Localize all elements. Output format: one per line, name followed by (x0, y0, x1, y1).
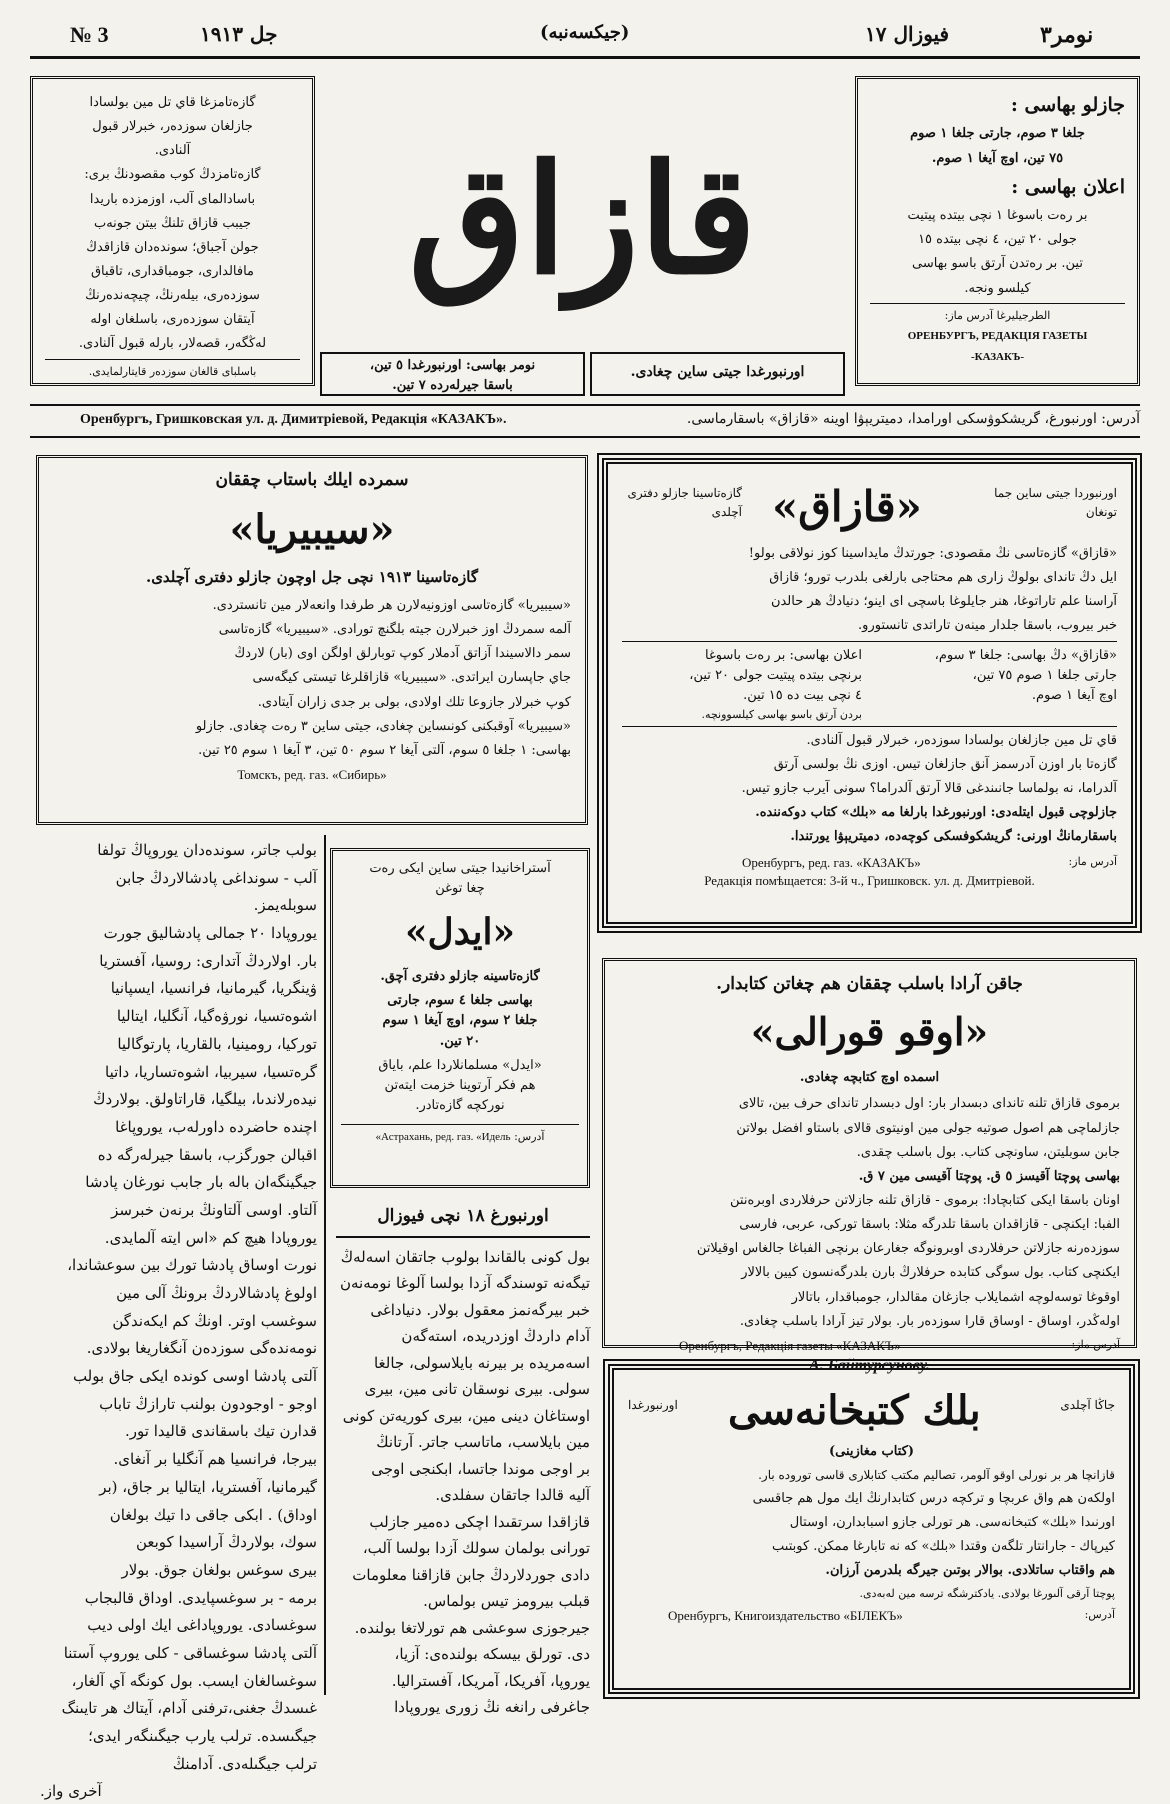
masthead-title: قازاق (408, 132, 757, 308)
ad-price-line: تين. بر رەتدن آرتق باسو بهاسى (912, 256, 1083, 272)
okuu-line: ايكنچى كتاب. بول سوگى كتابدە حرفلارڭ بارن بلدرگەنسون كيين بالالار (741, 1265, 1120, 1281)
idel-subtitle: گازەتاسينە جازلو دفترى آچق. (380, 969, 540, 985)
editorial-line: جيرجوزى سوعشى هم تورلاتغا بولندە. (354, 1618, 590, 1637)
article-line: آلب - سونداغى پادشالاردڭ جابن (115, 868, 317, 887)
sibir-line: كوپ خبرلار جازوعا تلك اولادى، بولى بر جدى زاران آيتادى. (257, 694, 571, 710)
idel-address-row (341, 1124, 579, 1146)
subscription-title: جازلو بهاسى : (1010, 94, 1125, 116)
left-notice-line: گازەتامزدڭ كوب مقصودنڭ برى: (84, 167, 261, 183)
idel-line: ٢٠ تين. (439, 1033, 481, 1049)
idel-top: چغا توغن (435, 881, 485, 897)
address-label: الطرجيليرغا آدرس ماز: (870, 303, 1125, 324)
idel-address-ru: Астрахань, ред. газ. «Идель» (375, 1131, 511, 1144)
address-bar (30, 408, 1140, 434)
article-line: بيرى سوغس بولغان جوق. بولار (121, 1560, 317, 1579)
kazak-price-left (862, 646, 1117, 706)
okuu-address-row (619, 1336, 1120, 1354)
sibir-address: Томскъ, ред. газ. «Сибирь» (237, 766, 387, 782)
left-notice-line: مافالدارى، جومباقدارى، تاقباق (90, 263, 255, 279)
kazak-line: «قازاق» گازەتاسى نڭ مقصودى: جورتدڭ مايداسينا كوز نولاقى بولو! (748, 546, 1117, 561)
sibir-subtitle: گازەتاسينا ١٩١٣ نچى جل اوچون جازلو دفترى آچلدى. (145, 567, 479, 586)
right-notice (855, 76, 1140, 386)
bilek-address-row (628, 1606, 1115, 1624)
bilek-side-left: جاڭا آچلدى (1060, 1398, 1115, 1412)
weekday: (جيكسەنبە) (540, 22, 630, 43)
article-line: جيگينگەان بالە بار جابب نورغان پادشا (85, 1173, 317, 1192)
kazak-price-line: اوچ آيغا ١ صوم. (1031, 687, 1117, 703)
editorial-line: قازاقدا سرتقىدا اچكى دەمير جازلب (369, 1512, 590, 1531)
editorial-line: جاغرفى رانغە نڭ زورى يوروپادا (394, 1698, 590, 1716)
ad-price-title: اعلان بهاسى : (1011, 175, 1125, 198)
bilek-line: كيرپاك - جارانتار تلگەن وقتدا «بلك» كە نە تابارغا ممكن. كوبتىب (772, 1539, 1115, 1555)
left-notice-line: باسادالماى آلب، اوزمزدە باريدا (89, 191, 256, 207)
idel-line: «ايدل» مسلمانلاردا علم، باياق (378, 1057, 542, 1073)
kazak-line2: باسقارمانڭ اورنى: گريشكوفسكى كوچەدە، دميتريېۋا يورتندا. (790, 829, 1117, 845)
article-line: غىسدڭ جغنى،ترفنى آدام، آيتاك هر تايىنگ (61, 1699, 317, 1718)
issue-price-box (320, 352, 585, 396)
okuu-signature: А. Байтурсунову. (809, 1356, 930, 1374)
article-line: نومەندەگى سوزدەن آنگغاريغا بولادى. (86, 1339, 317, 1358)
okuu-ad (602, 958, 1137, 1374)
editorial-line: اوستاغان دينى مين، بيرى كوريەتن كونى (342, 1406, 590, 1425)
dateline (30, 18, 1140, 54)
bilek-subtitle: (كتاب مغازينى) (829, 1444, 914, 1459)
kazak-line2: قاي تل مين جازلغان بولسادا سوزدەر، خبرلار قبول آلنادى. (806, 732, 1117, 748)
issue-number-right: نومر٣ (1040, 22, 1094, 48)
editorial-line: خبر بيرگەنمز معقول بولار. دنياداغى (370, 1300, 590, 1319)
bilek-line: اورنىدا «بلك» كتبخانەسى. هر تورلى جازو اسبابدارن، اوستال (789, 1514, 1115, 1530)
okuu-address-label: آدرس ماز: (1071, 1337, 1120, 1351)
bilek-line: پوچتا آرقى آلىورغا بولادى. يادكترشگە ترسە مين لەبەدى. (859, 1587, 1115, 1601)
address-rule-bottom (30, 436, 1140, 438)
kazak-price-right (622, 646, 862, 723)
article-line: اشوەتسيا، نورۋەگيا، آنگليا، ايتاليا (116, 1007, 317, 1026)
editorial-line: بر اوجى موندا جاتسا، ابكنجى اوجى (371, 1459, 590, 1478)
article-line: آلتى پادشا اوسى كوندە ايكى جاق بولب (72, 1367, 317, 1386)
okuu-title: «اوقو قورالى» (750, 1009, 989, 1055)
idel-title: «ايدل» (404, 911, 516, 954)
kazak-address-ru: Оренбургъ, ред. газ. «КАЗАКЪ» (742, 855, 921, 871)
article-line: برمە - بر سوغسپايدى. اوداق قالبجاب (84, 1588, 317, 1607)
left-notice-line: جيبب قازاق تلنڭ بيتن جونەب (93, 215, 252, 231)
editorial-line: دى. تورلق بيسكە بولندەى: آزيا، (394, 1645, 590, 1663)
okuu-line: جابن سوبليتن، ساونچى كتاب. بول باسلب چقدى. (856, 1144, 1120, 1160)
article-line: ترلب جيگىلەدى. آدامنڭ (172, 1754, 317, 1773)
idel-address-label: آدرس: (514, 1130, 545, 1144)
kazak-left-note: اورنبوردا جيتى ساين جما تونغان (994, 486, 1117, 519)
bilek-line: قازانچا هر بر نورلى اوقو آلومر، تصاليم مكتب كتابلارى قاسى تورودە بار. (758, 1468, 1115, 1483)
idel-line: نوركچە گازەتادر. (415, 1097, 505, 1113)
kazak-address-label: آدرس ماز: (1068, 855, 1117, 869)
sibir-line: «سيبيريا» آوقبكنى كونىساين چغادى، جيتى ساين ٣ رەت چغادى. جازلو (195, 718, 571, 734)
subscription-line: ٧٥ تين، اوچ آيغا ١ صوم. (931, 150, 1064, 166)
issue-price-line: باسقا جيرلەردە ٧ تين. (392, 378, 513, 394)
article-line: يوروپادا هيچ كم «اس ايتە آلمايدى. (104, 1228, 317, 1247)
article-line: اوجو - اوجودون بولنب تارازڭ تاباب (99, 1394, 317, 1413)
issue-number-left: № 3 (70, 22, 109, 47)
weekly-text: اورنبورغدا جيتى ساين چغادى. (630, 364, 805, 380)
sibir-line: بهاسى: ١ جلغا ٥ سوم، آلتى آيغا ٢ سوم ٥٠ تين، ٣ آيغا ١ سوم ٢٥ تين. (198, 742, 571, 758)
kazak-right-note: گازەتاسينا جازلو دفترى آچلدى (627, 486, 742, 519)
kazak-price-line: ٤ نچى بيت دە ١٥ تين. (743, 687, 862, 703)
article-line: آلتاو. اوسى آلتاونڭ برنەن خبرسز (111, 1200, 317, 1219)
left-notice-footer: باسلباى قالغان سوزدەر قايتارلمايدى. (45, 359, 300, 380)
sibir-line: «سيبيريا» گازەتاسى اوزونيەلارن هر طرفدا وانعەلار مين تانستردى. (212, 598, 571, 613)
article-line: نيدەرلاندىا، بيلگيا، قاراتاولق. بولاردڭ (93, 1090, 317, 1109)
idel-line: بهاسى جلغا ٤ سوم، جارتى (387, 993, 533, 1009)
bilek-title: بلك كتبخانەسى (728, 1387, 981, 1434)
editorial-line: تيگەنە توسندگە آزدا بولسا آلوغا نومەنەن (340, 1274, 590, 1292)
article-line: سوبلەيمز. (253, 896, 317, 915)
kazak-line2: گازەتا بار اوزن آدرسمز آنق جازلغان تيس. اوزى نڭ بولسى آرتق (773, 756, 1117, 772)
kazak-line2: جازلوچى قبول ايتلەدى: اورنبورغدا بارلغا مە «بلك» كتاب دوكەننده. (755, 804, 1117, 820)
article-line: سوك، بولاردڭ آراسيدا كوبعن (135, 1533, 317, 1552)
sibir-title: «سيبيريا» (229, 505, 395, 553)
article-line: بولب جاتر، سوندەدان يوروپاڭ تولفا (97, 841, 317, 859)
okuu-subtitle: اسمدە اوچ كتابچە چغادى. (799, 1070, 940, 1086)
okuu-line: بهاسى پوچتا آقيسز ٥ ق. پوچتا آقيسى مين ٧ ق. (858, 1168, 1120, 1184)
okuu-address-ru: Оренбургъ, Редакція газеты «КАЗАКЪ» (679, 1337, 901, 1353)
subscription-line: جلغا ٣ صوم، جارتى جلغا ١ صوم (910, 126, 1085, 142)
address-ru: ОРЕНБУРГЪ, РЕДАКЦІЯ ГАЗЕТЫ (907, 329, 1088, 342)
left-notice (30, 76, 315, 386)
idel-line: جلغا ٢ سوم، اوچ آيغا ١ سوم (382, 1013, 538, 1029)
article-line: اولوغ پادشالاردڭ برونڭ آلى مين (116, 1284, 317, 1302)
article-line: جيگىسدە. ترلب يارب جيگىنگەر ايدى؛ (88, 1727, 317, 1745)
address-bar-ru: Оренбургъ, Гришковская ул. д. Димитріевой, Редакція «КАЗАКЪ». (80, 412, 507, 427)
editorial-line: اسەمريدە بر بيرنە بايلاسولى، جالغا (373, 1353, 590, 1372)
editorial-line: تورانى بولمان سولك آزدا بولسا آلب، (362, 1539, 590, 1557)
column-divider (324, 835, 326, 1695)
kazak-line: آراسنا علم تاراتوغا، هنر جايلوغا باسچى اى اينو؛ دنيادڭ هر حالدن (770, 594, 1117, 610)
article-line: آخرى واز. (40, 1782, 102, 1801)
article-line: گيرمانيا، آفستريا، ايتاليا بر جاق، (بر (99, 1477, 317, 1496)
bilek-side-right: اورنبورغدا (628, 1398, 678, 1412)
article-line: نورت اوساق پادشا تورك بين سوعشاندا، (67, 1256, 317, 1275)
okuu-line: برموى قازاق تلنە تاندای دبسدار بار: اول دبسدار تاندای حرف بين، تالاى (738, 1096, 1120, 1112)
editorial-line: قبلب بيرومز تيس بولماس. (423, 1592, 590, 1610)
article-line: توركيا، رومينيا، بالقاريا، پارتوگاليا (117, 1034, 317, 1053)
article-line: اوداق) . ابكى جاقى دا تيك بولغان (109, 1505, 317, 1524)
sibir-top: سمردە ايلك باستاب چققان (215, 470, 409, 490)
left-notice-line: آلنادى. (154, 143, 191, 159)
article-line: اچندە حاضردە داورلەب، يوروپاغا (115, 1117, 317, 1136)
sibir-ad (36, 455, 588, 825)
weekly-box (590, 352, 845, 396)
kazak-line2: آلدراما، نە بولماسا جانىندغى قالا آرتق آلدراما؟ سونى آيرب جازو تيس. (741, 780, 1117, 796)
editorial-line: يوروپا، آفريكا، آمريكا، آفستراليا. (391, 1671, 590, 1690)
year-left: جل ١٩١٣ (200, 22, 278, 46)
editorial-line: دادى جوردلاردڭ جابن قازاقنا معلومات (352, 1565, 590, 1584)
issue-price-line: نومر بهاسى: اورنبورغدا ٥ تين، (369, 358, 536, 373)
article-line: ۋينگريا، گيرمانيا، فرانسيا، ايسپانيا (110, 979, 317, 998)
okuu-line: اونان باسقا ايكى كتابچادا: برموى - قازاق تلنە جازلاتن حرفلاردى اوبرەنتن (730, 1192, 1120, 1208)
article-line: بيرجا، فرانسيا هم آنگليا بر آنغاى. (113, 1450, 317, 1469)
editorial-line: بول كونى بالقاندا بولوب جاتقان اسەلەڭ (340, 1247, 590, 1266)
okuu-line: سوزدەرنە جازلاتن حرفلاردى اوبرونوگە جغارعان برنچى الفباغا جالغاس اوقيلاتن (696, 1241, 1120, 1257)
left-notice-line: جولن آجباق؛ سوندەدان قازاقدڭ (86, 239, 259, 255)
kazak-price-line: جارتى جلغا ١ صوم ٧٥ تين، (972, 667, 1117, 683)
editorial-line: سولى. بيرى نوسقان تانى مين، بيرى (364, 1380, 590, 1398)
article-line: سوغسادى. يوروپاداغى ايك اولى ديب (87, 1616, 317, 1635)
masthead (320, 100, 845, 340)
okuu-line: اولەڭدر، اوساق - اوساق قارا سوزدەر بار. بولار تيز آرادا باسلب چغادى. (739, 1313, 1120, 1329)
date-right: فيوزال ١٧ (865, 22, 950, 46)
kazak-price-area (622, 641, 1117, 727)
editorial (332, 1200, 594, 1716)
bilek-ad (608, 1364, 1135, 1694)
kazak-price-line: بردن آرتق باسو بهاسى كيلسوونچە. (701, 707, 862, 721)
article-line: بار. اولاردڭ آتدارى: روسيا، آفستريا (99, 951, 317, 970)
kazak-address-ru-2: Редакція помѣщается: 3-й ч., Гришковск. ул. д. Дмитріевой. (704, 873, 1035, 889)
kazak-price-line: اعلان بهاسى: بر رەت باسوغا (705, 647, 862, 663)
kazak-price-line: «قازاق» دڭ بهاسى: جلغا ٣ سوم، (934, 647, 1117, 663)
kazak-line: ايل دڭ تاندای بولوڭ زارى هم محتاجى بارلغى بلدرب تورو؛ قازاق (769, 570, 1117, 586)
article-line: آلتى پادشا سوغساقى - كلى يوروپ آستنا (63, 1643, 317, 1662)
article-line: اقبالن جورگزب، باسقا جيرلەرگە دە (97, 1145, 317, 1164)
bilek-address-ru: Оренбургъ, Книгоиздательство «БІЛЕКЪ» (668, 1608, 903, 1624)
kazak-title: «قازاق» (772, 482, 922, 531)
address-rule-top (30, 404, 1140, 406)
address-ru: -КАЗАКЪ- (970, 350, 1025, 363)
ad-price-line: جولى ٢٠ تين، ٤ نچى بيتدە ١٥ (918, 232, 1077, 248)
okuu-top: جاقن آرادا باسلب چققان هم چغاتن كتابدار. (716, 974, 1023, 994)
article-line: سوغسالغان ايسب. بول كونگە آي آلغار، (71, 1671, 317, 1690)
editorial-heading: اورنبورغ ١٨ نچى فيوزال (336, 1204, 590, 1238)
left-notice-line: سوزدەرى، بيلەرنڭ، چيچەندەرنڭ (85, 288, 260, 304)
kazak-ad-head (622, 474, 1117, 544)
idel-ad (330, 848, 590, 1188)
sibir-line: جاي جاپسارن ايراتدى. «سيبيريا» قازاقلرغا تيستى كيگەسى (252, 670, 571, 686)
editorial-line: آليە قالدا جاتقان سفلدى. (435, 1486, 590, 1504)
editorial-line: آدام داردڭ اوزدريدە، استەگەن (401, 1327, 590, 1345)
ad-price-line: بر رەت باسوغا ١ نچى بيتدە پيتيت (907, 208, 1088, 224)
kazak-price-line: برنچى بيتدە پيتيت جولى ٢٠ تين، (689, 667, 862, 683)
left-column-article (36, 835, 321, 1801)
sibir-line: آلمە سمردڭ اوز خبرلارن جيتە بلگنچ تورادى. «سيبيريا» گازەتاسى (218, 622, 571, 638)
okuu-line: اوقوغا توسەلوچە اشمايلاب جازغان مقالدار، جومباقدار، باتالار (791, 1289, 1120, 1305)
left-notice-line: لەڭگەر، قصەلار، بارلە قبول آلنادى. (78, 336, 267, 352)
left-notice-line: آيتقان سوزدەرى، باسلغان اوله (90, 312, 255, 328)
article-line: قدارن تيك باسقاندى قاليدا تور. (125, 1422, 317, 1441)
top-rule (30, 56, 1140, 59)
article-line: سوغسب اوتر. اونڭ كم ايكەندگن (112, 1311, 317, 1330)
okuu-line: جازلماچى هم اصول صوتيە جولى مين اونيتوى قالاى باستاو افضل بولاتن (736, 1120, 1120, 1136)
article-line: يوروپادا ٢٠ جمالى پادشاليق جورت (103, 924, 317, 943)
left-notice-line: گازەتامزغا قاي تل مين بولسادا (89, 95, 256, 110)
address-bar-kz: آدرس: اورنبورغ، گريشكوۋسكى اورامدا، دميتريېۋا اوينە «قازاق» باسقارماسى. (686, 411, 1140, 427)
kazak-address-row (622, 851, 1117, 871)
left-notice-line: جازلغان سوزدەر، خبرلار قبول (92, 119, 253, 135)
bilek-head (628, 1380, 1115, 1442)
okuu-line: الفبا: ايكنچى - قازاقدان باسقا تلدرگە مثلا: باسقا توركى، عربى، فارسى (739, 1217, 1120, 1233)
kazak-line: خبر بيروب، باسقا جلدار مينەن تاراتدى تانستورو. (858, 618, 1117, 634)
idel-top: آستراخانيدا جيتى ساين ايكى رەت (369, 861, 551, 876)
kazak-ad (602, 458, 1137, 928)
bilek-address-label: آدرس: (1084, 1608, 1115, 1622)
editorial-line: مين بايلاسب، ماتاسب جاتر. آرتانڭ (376, 1433, 590, 1451)
idel-line: هم فكر آرتوينا خزمت ايتەتن (384, 1077, 536, 1093)
ad-price-line: كيلسو ونجە. (964, 280, 1031, 296)
article-line: گرەتسيا، سيربيا، اشوەتساريا، داتيا (105, 1062, 317, 1081)
bilek-line: اولكەن هم واق عربچا و تركچە درس كتابدارنڭ ايك مول هم جاقسى (752, 1490, 1115, 1506)
bilek-line: هم واقتاب ساتلادى. بوالار بوتىن جيرگە بلدرمن آرزان. (825, 1563, 1115, 1579)
sibir-line: سمر دالاسيندا آزاتق آدملار كوپ توبارلق اولگن اوى (بار) لاردڭ (234, 646, 571, 662)
